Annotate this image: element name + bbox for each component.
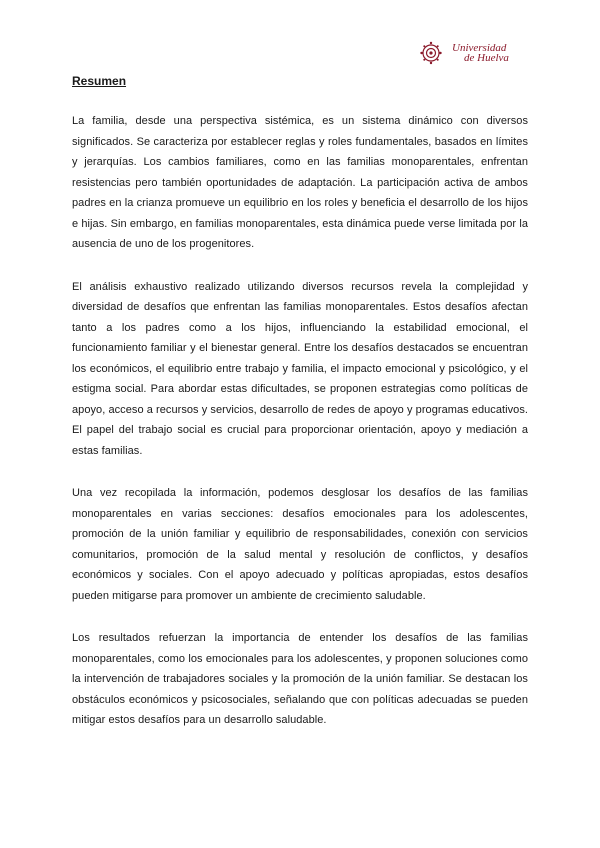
paragraph-4: Los resultados refuerzan la importancia de entender los desafíos de las familias monoparentales, como los emocionales para los adolescentes, y proponen soluciones como la intervención de trabajadores sociales y la promoción de la unión familiar. Se destacan los obstáculos económicos y psicosociales, señalando que con políticas adecuadas se pueden mitigar estos desafíos para un desarrollo saludable.	[72, 632, 528, 726]
paragraph-2: El análisis exhaustivo realizado utilizando diversos recursos revela la complejidad y diversidad de desafíos que enfrentan las familias monoparentales. Estos desafíos afectan tanto a los padres como a los hijos, influenciando la estabilidad emocional, el funcionamiento familiar y el bienestar general. Entre los desafíos destacados se encuentran los económicos, el equilibrio entre trabajo y familia, el impacto emocional y psicológico, y el estigma social. Para abordar estas dificultades, se proponen estrategias como políticas de apoyo, acceso a recursos y servicios, desarrollo de redes de apoyo y programas educativos. El papel del trabajo social es crucial para proporcionar orientación, apoyo y mediación a estas familias.	[72, 280, 528, 457]
university-seal-icon	[420, 40, 450, 66]
page-title: Resumen	[72, 74, 127, 88]
paragraph-3: Una vez recopilada la información, podemos desglosar los desafíos de las familias monoparentales en varias secciones: desafíos emocionales para los adolescentes, promoción de la unión familiar y equilibrio de responsabilidades, conexión con servicios comunitarios, promoción de la salud mental y resolución de conflictos, y desafíos económicos y sociales. Con el apoyo adecuado y políticas apropiadas, estos desafíos pueden mitigarse para promover un ambiente de crecimiento saludable.	[72, 487, 528, 602]
university-name-line1: Universidad	[452, 42, 507, 54]
paragraph-1: La familia, desde una perspectiva sistémica, es un sistema dinámico con diversos significados. Se caracteriza por establecer reglas y roles fundamentales, basados en límites y jerarquías. Los cambios familiares, como en las familias monoparentales, enfrentan resistencias pero también oportunidades de adaptación. La participación activa de ambos padres en la crianza promueve un equilibrio en los roles y beneficia el desarrollo de los hijos e hijas. Sin embargo, en familias monoparentales, esta dinámica puede verse limitada por la ausencia de uno de los progenitores.	[72, 115, 528, 250]
university-logo	[420, 40, 520, 66]
university-name	[452, 43, 509, 63]
document-body	[72, 111, 528, 753]
university-name-line2: de Huelva	[464, 52, 509, 64]
